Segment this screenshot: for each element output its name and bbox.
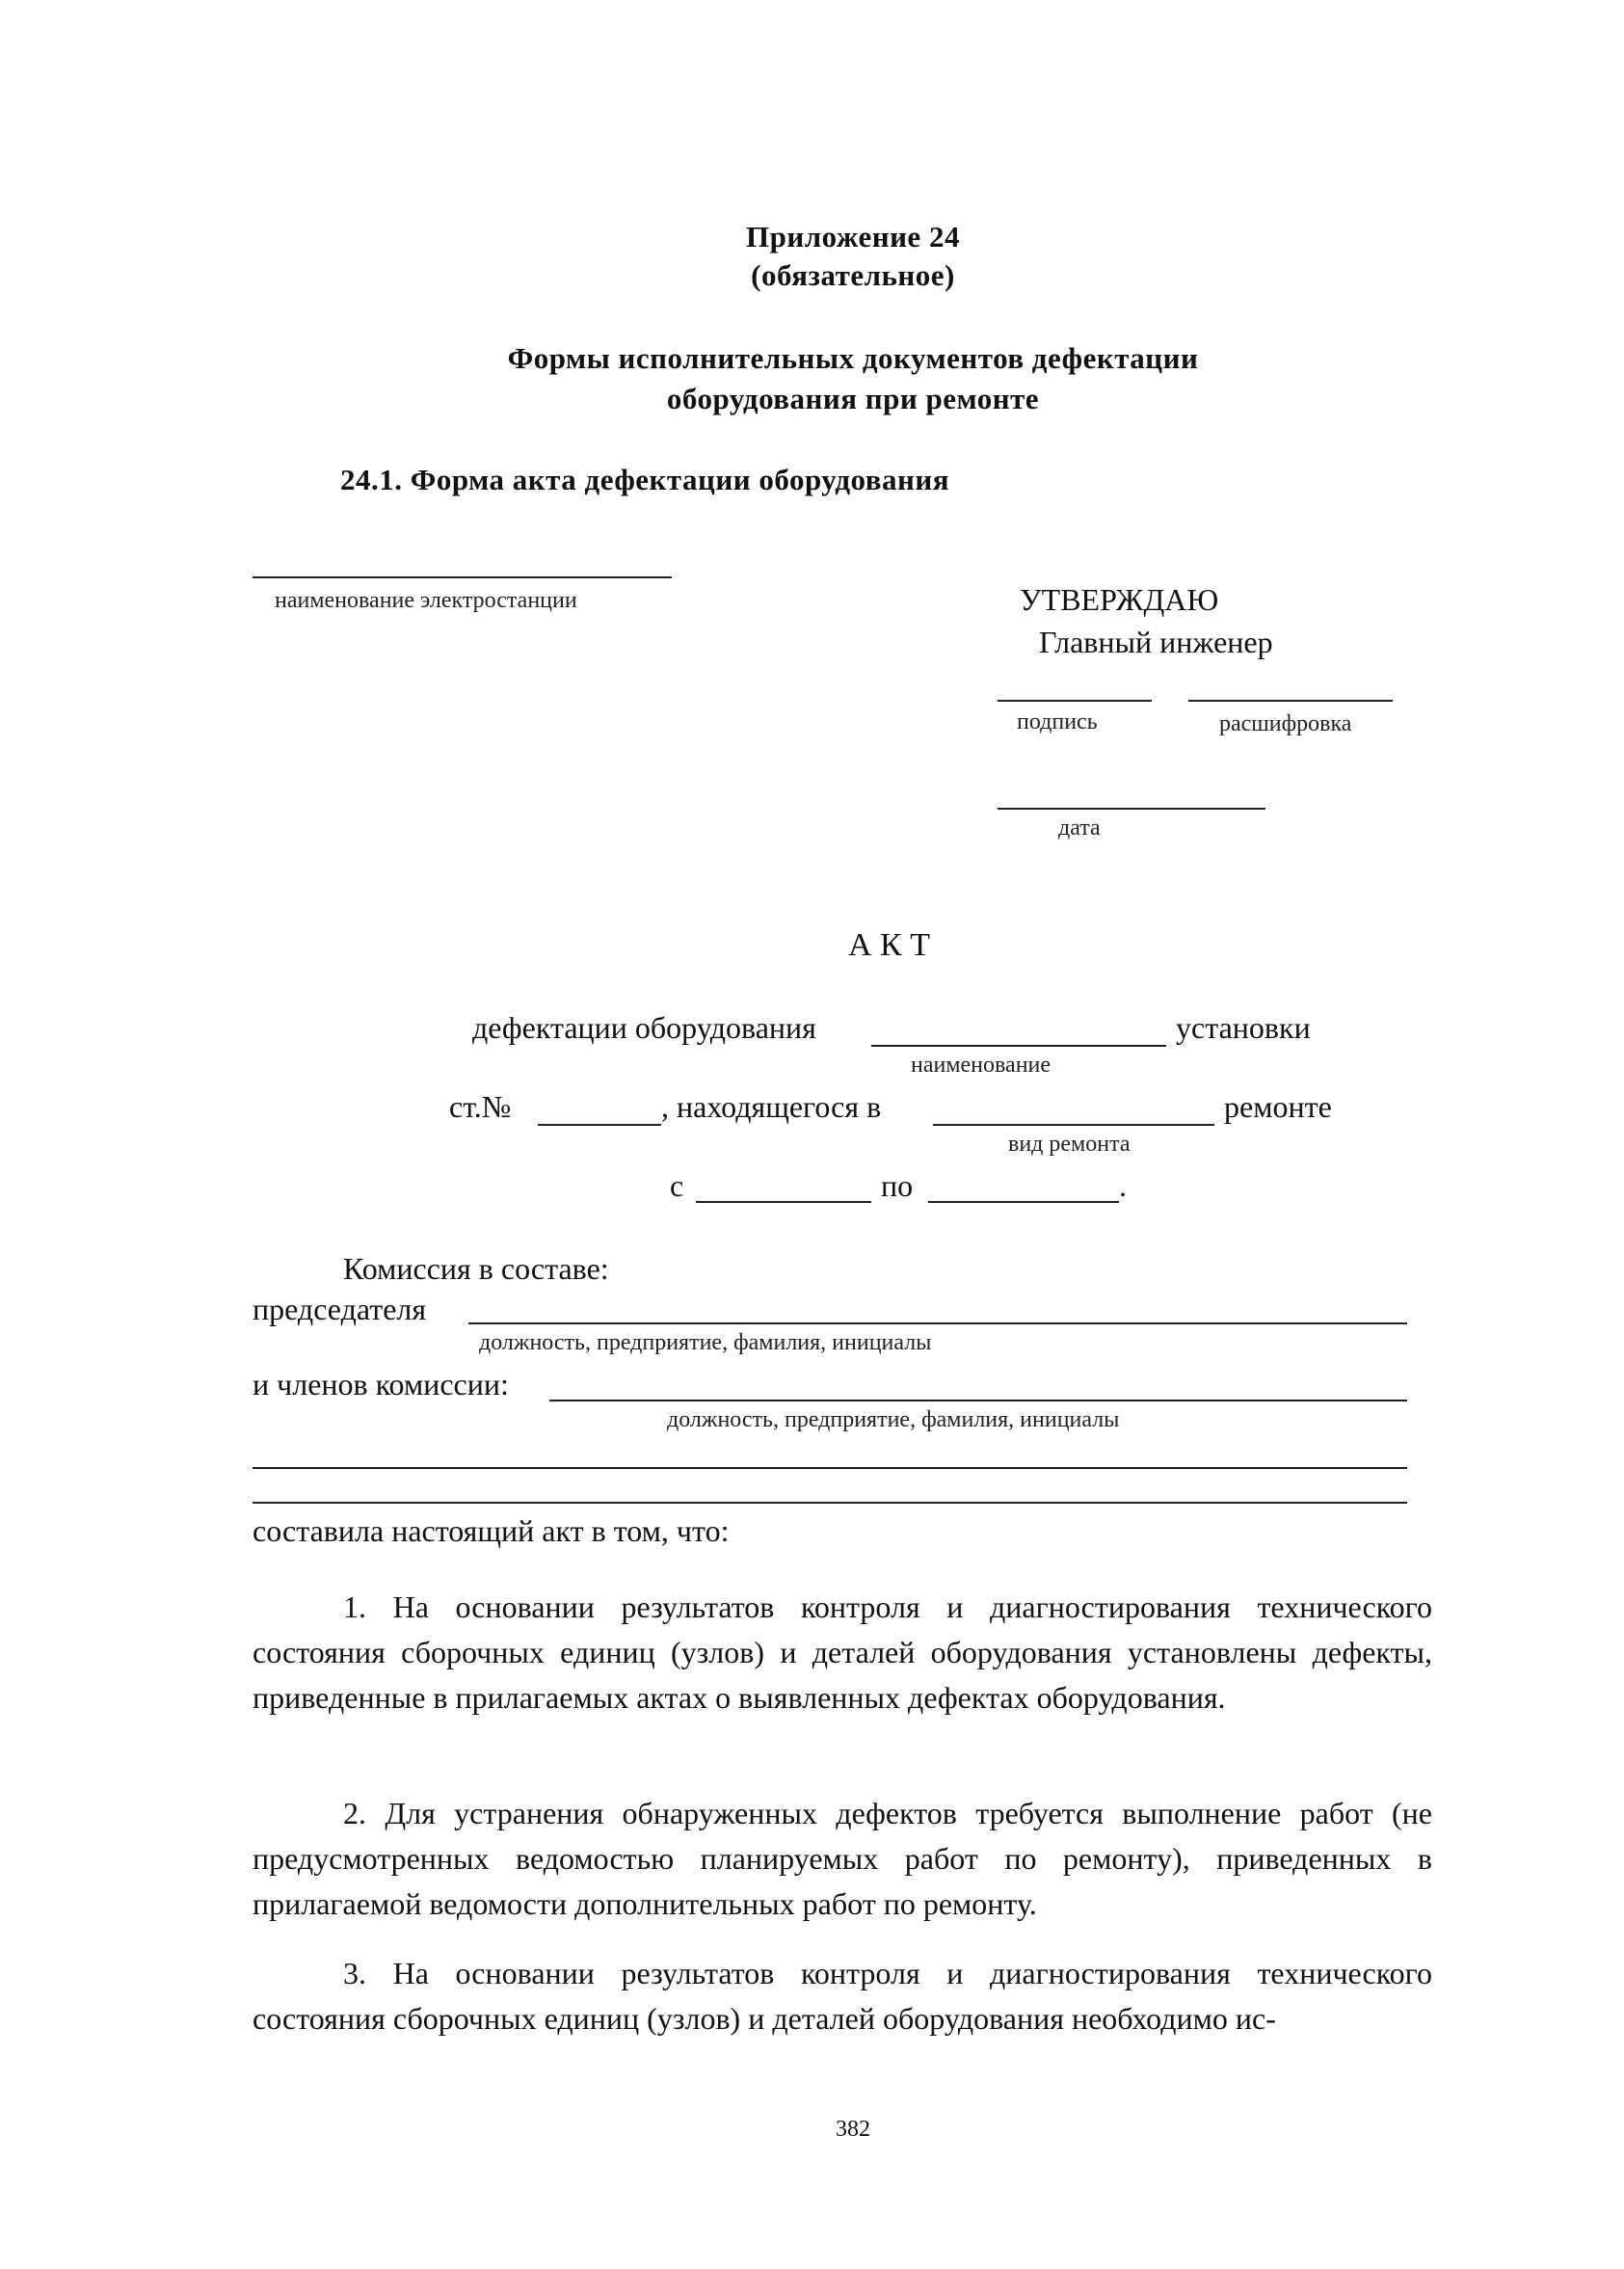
chief-engineer-label: Главный инженер <box>1039 625 1273 659</box>
period-from-label: с <box>670 1168 684 1203</box>
page-title-line1: Формы исполнительных документов дефектации <box>507 341 1199 375</box>
commission-intro: Комиссия в составе: <box>343 1251 609 1286</box>
act-title: А К Т <box>848 927 930 963</box>
chair-label: председателя <box>253 1292 427 1326</box>
equipment-name-caption: наименование <box>911 1053 1052 1078</box>
date-caption: дата <box>1058 815 1101 841</box>
period-to-line[interactable] <box>928 1201 1119 1203</box>
chair-line[interactable] <box>468 1322 1407 1324</box>
period-to-label: по <box>881 1168 914 1203</box>
station-name-caption: наименование электростанции <box>275 588 577 613</box>
members-extra-line-1[interactable] <box>253 1467 1407 1469</box>
members-caption: должность, предприятие, фамилия, инициалы <box>667 1407 1120 1432</box>
signature-line <box>998 700 1152 702</box>
repair-type-caption: вид ремонта <box>1008 1132 1131 1157</box>
members-extra-line-2[interactable] <box>253 1502 1407 1504</box>
period-end: . <box>1119 1168 1127 1203</box>
date-line <box>998 808 1265 810</box>
decoding-line <box>1188 700 1393 702</box>
chair-caption: должность, предприятие, фамилия, инициалы <box>479 1330 932 1355</box>
page-title-line2: оборудования при ремонте <box>666 382 1040 415</box>
repair-type-line[interactable] <box>933 1124 1214 1126</box>
signature-caption: подпись <box>1017 709 1098 734</box>
paragraph-2: 2. Для устранения обнаруженных дефектов требуется выполнение работ (не предусмотренных ведомостью планируемых работ по ремонту), приведенных в прилагаемой ведомости дополнительных работ по ремонту. <box>253 1796 1432 1921</box>
act-line2-mid: , находящегося в <box>661 1089 882 1124</box>
composed-statement: составила настоящий акт в том, что: <box>253 1513 730 1548</box>
equipment-name-line[interactable] <box>871 1045 1166 1047</box>
section-heading: 24.1. Форма акта дефектации оборудования <box>340 463 949 496</box>
station-name-line <box>253 576 672 578</box>
act-line1-left: дефектации оборудования <box>472 1010 816 1045</box>
members-line[interactable] <box>549 1400 1407 1401</box>
page-number: 382 <box>836 2117 870 2142</box>
appendix-number: Приложение 24 <box>746 220 960 254</box>
period-from-line[interactable] <box>696 1201 871 1203</box>
act-line2-left: ст.№ <box>449 1089 512 1124</box>
approve-label: УТВЕРЖДАЮ <box>1020 582 1219 617</box>
act-line2-right: ремонте <box>1224 1089 1332 1124</box>
paragraph-1: 1. На основании результатов контроля и диагностирования технического состояния сборочных единиц (узлов) и деталей оборудования установлены дефекты, приведенные в прилагаемых актах о выявленных дефектах оборудования. <box>253 1589 1432 1715</box>
paragraph-3: 3. На основании результатов контроля и диагностирования технического состояния сборочных единиц (узлов) и деталей оборудования необходимо ис- <box>253 1956 1432 2036</box>
members-label: и членов комиссии: <box>253 1367 509 1401</box>
act-line1-right: установки <box>1176 1010 1311 1045</box>
appendix-status: (обязательное) <box>751 258 955 292</box>
station-number-line[interactable] <box>538 1124 661 1126</box>
decoding-caption: расшифровка <box>1219 711 1352 736</box>
